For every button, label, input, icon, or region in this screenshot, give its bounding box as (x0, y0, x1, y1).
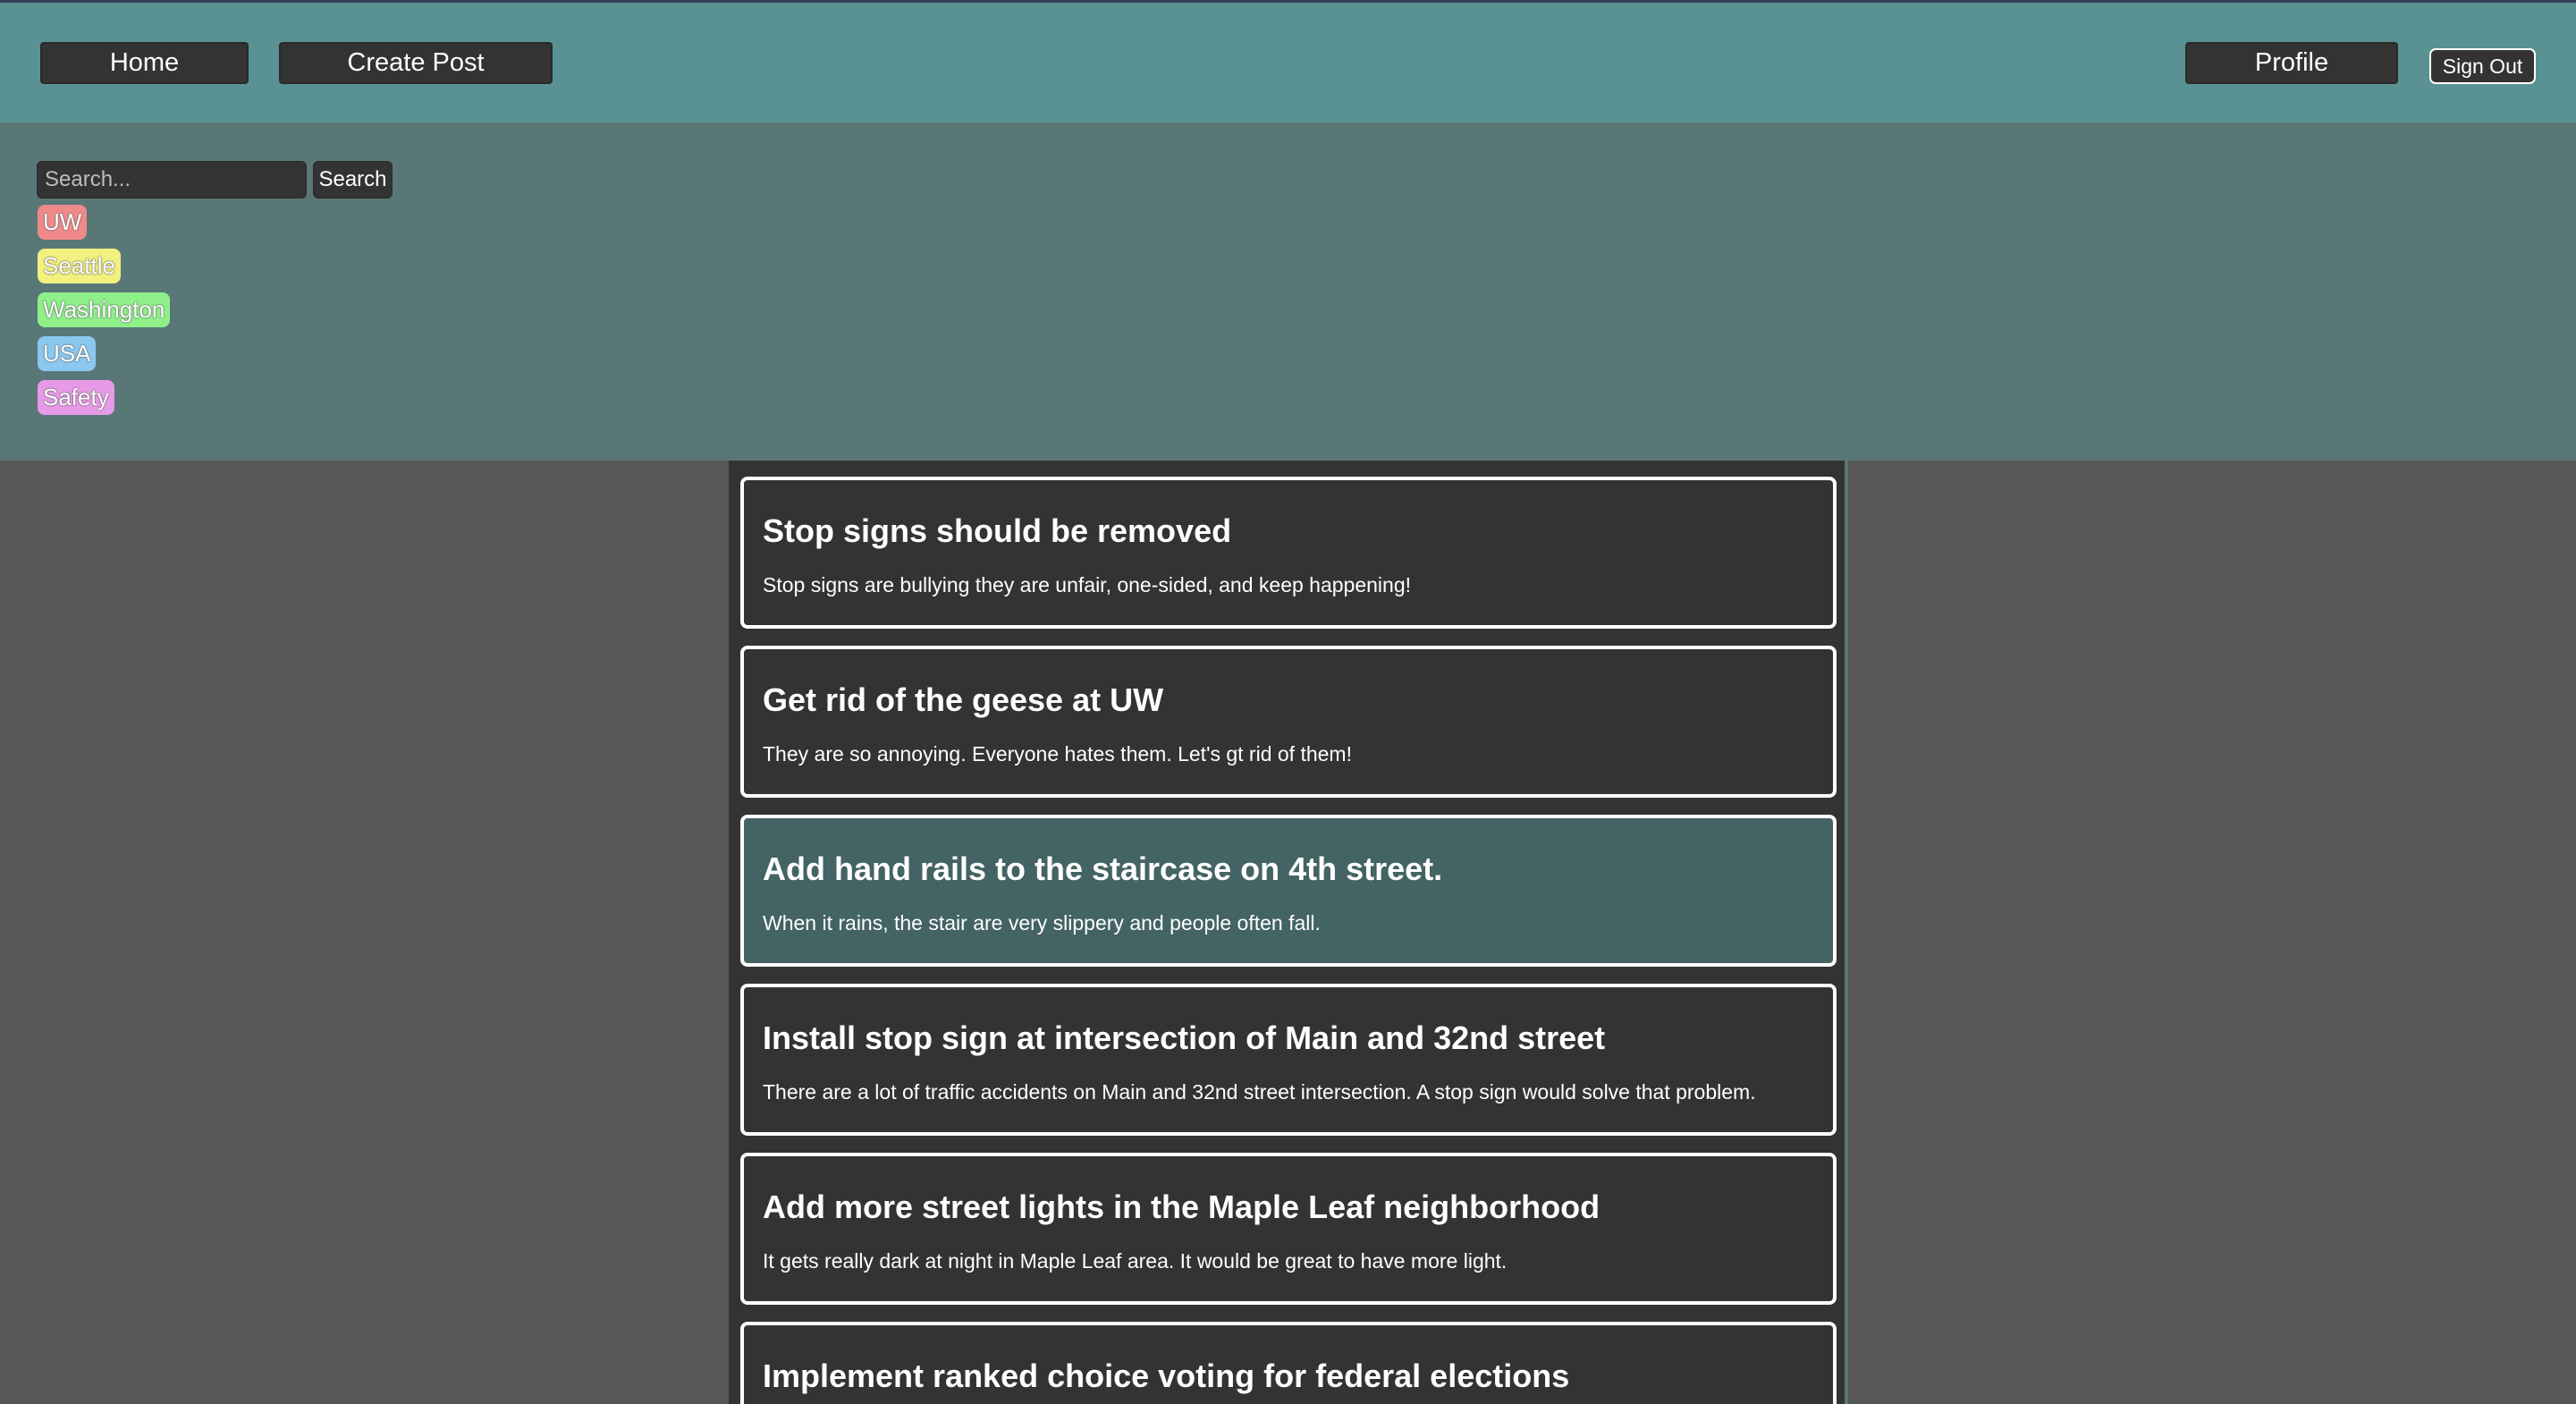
post-card[interactable] (740, 1322, 1837, 1404)
post-title: Get rid of the geese at UW (763, 681, 1164, 718)
post-body: They are so annoying. Everyone hates them. Let's gt rid of them! (763, 742, 1352, 765)
sign-out-button[interactable]: Sign Out (2429, 48, 2536, 84)
post-body: Stop signs are bullying they are unfair, one-sided, and keep happening! (763, 573, 1412, 596)
tag-washington[interactable]: Washington (38, 292, 170, 327)
post-title: Add more street lights in the Maple Leaf neighborhood (763, 1188, 1600, 1225)
post-body: It gets really dark at night in Maple Leaf area. It would be great to have more light. (763, 1249, 1508, 1273)
search-input[interactable] (37, 161, 307, 199)
tag-uw[interactable]: UW (38, 205, 87, 240)
tag-seattle[interactable]: Seattle (38, 249, 121, 283)
top-nav-bar (0, 0, 2576, 123)
post-title: Install stop sign at intersection of Main and 32nd street (763, 1019, 1606, 1056)
post-feed (729, 461, 1848, 1404)
post-title: Implement ranked choice voting for federal elections (763, 1357, 1570, 1394)
post-title: Add hand rails to the staircase on 4th street. (763, 850, 1443, 887)
create-post-button[interactable]: Create Post (279, 42, 553, 84)
post-body: When it rains, the stair are very slippery and people often fall. (763, 911, 1321, 935)
profile-button[interactable]: Profile (2185, 42, 2398, 84)
home-button[interactable]: Home (40, 42, 249, 84)
post-card-hovered[interactable] (740, 815, 1837, 967)
post-card[interactable] (740, 984, 1837, 1136)
search-button[interactable]: Search (313, 161, 393, 199)
post-card[interactable] (740, 1153, 1837, 1305)
post-body: There are a lot of traffic accidents on Main and 32nd street intersection. A stop sign would solve that problem. (763, 1080, 1756, 1104)
filter-panel (0, 123, 2576, 461)
post-card[interactable] (740, 646, 1837, 798)
post-title: Stop signs should be removed (763, 512, 1232, 549)
tag-usa[interactable]: USA (38, 336, 96, 371)
post-card[interactable] (740, 477, 1837, 629)
tag-safety[interactable]: Safety (38, 380, 114, 415)
